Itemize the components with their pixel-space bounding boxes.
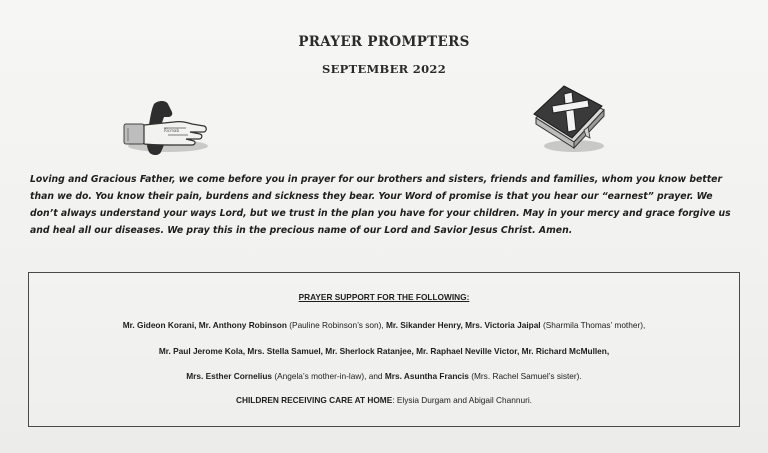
page-subtitle: SEPTEMBER 2022 xyxy=(321,62,447,76)
support-note: (Angela’s mother-in-law), and xyxy=(274,371,383,381)
support-line xyxy=(29,346,739,356)
support-names: Mr. Paul Jerome Kola, Mrs. Stella Samuel, Mr. Sherlock Ratanjee, Mr. Raphael Neville Victor, Mr. Richard McMullen, xyxy=(158,346,610,356)
support-names: Mrs. Asuntha Francis xyxy=(384,371,469,381)
support-heading: PRAYER SUPPORT FOR THE FOLLOWING: xyxy=(298,292,470,302)
page-title: PRAYER PROMPTERS xyxy=(298,34,470,50)
support-line xyxy=(29,320,739,330)
prayer-support-box xyxy=(28,272,740,427)
support-names: Mrs. Esther Cornelius xyxy=(186,371,273,381)
support-line xyxy=(29,371,739,381)
hand-holding-phone-icon xyxy=(120,98,212,158)
bible-cross-icon xyxy=(526,80,610,156)
support-note: (Sharmila Thomas’ mother), xyxy=(542,320,646,330)
children-care-names: : Elysia Durgam and Abigail Channuri. xyxy=(392,395,532,405)
support-line xyxy=(29,395,739,405)
prayer-paragraph: Loving and Gracious Father, we come before you in prayer for our brothers and sisters, friends and families, whom you know better than we do. You know their pain, burdens and sickness they bear. Your Word of promise is that you hear our “earnest” prayer. We don’t always understand your ways Lord, but we trust in the plan you have for your children. May in your mercy and grace forgive us and heal all our diseases. We pray this in the precious name of our Lord and Savior Jesus Christ. Amen. xyxy=(30,174,731,236)
children-care-label: CHILDREN RECEIVING CARE AT HOME xyxy=(235,395,393,405)
support-names: Mr. Gideon Korani, Mr. Anthony Robinson xyxy=(122,320,287,330)
svg-text:Ricmab: Ricmab xyxy=(164,128,179,133)
support-names: Mr. Sikander Henry, Mrs. Victoria Jaipal xyxy=(385,320,541,330)
support-note: (Pauline Robinson’s son), xyxy=(289,320,384,330)
support-note: (Mrs. Rachel Samuel’s sister). xyxy=(471,371,582,381)
